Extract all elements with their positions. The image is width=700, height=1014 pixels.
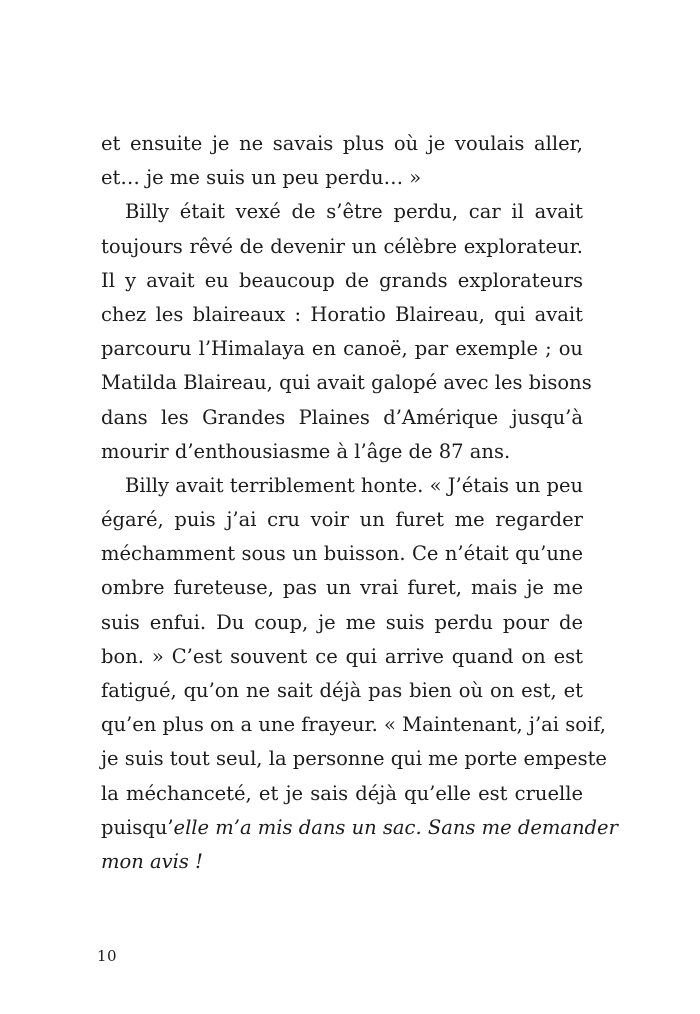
- text-line-roman: suis enfui. Du coup, je me suis perdu pour de: [101, 610, 583, 634]
- text-line-italic: elle m’a mis dans un sac. Sans me demander: [173, 815, 618, 839]
- text-line: [101, 606, 583, 640]
- text-line-roman: je suis tout seul, la personne qui me porte empeste: [101, 747, 607, 771]
- text-line: [101, 708, 606, 742]
- text-line-roman: parcouru l’Himalaya en canoë, par exemple ; ou: [101, 337, 583, 361]
- text-line: [101, 742, 607, 776]
- text-line-roman: égaré, puis j’ai cru voir un furet me regarder: [101, 508, 583, 532]
- text-line-roman: ombre fureteuse, pas un vrai furet, mais je me: [101, 576, 583, 600]
- text-line-roman: fatigué, qu’on ne sait déjà pas bien où on est, et: [101, 679, 583, 702]
- text-line: [101, 503, 583, 537]
- text-line-roman: Il y avait eu beaucoup de grands explorateurs: [101, 268, 583, 292]
- text-line-roman: et… je me suis un peu perdu… »: [101, 166, 422, 190]
- paragraph: [101, 195, 592, 469]
- text-line-roman: mourir d’enthousiasme à l’âge de 87 ans.: [101, 439, 511, 463]
- text-line: [101, 230, 583, 264]
- text-line-italic: mon avis !: [101, 849, 203, 873]
- text-line: [101, 161, 583, 195]
- text-line: [101, 674, 583, 708]
- text-line-roman: Matilda Blaireau, qui avait galopé avec les bisons: [101, 371, 592, 395]
- text-line-roman: puisqu’: [101, 815, 174, 839]
- paragraph: [101, 127, 583, 195]
- text-line-roman: la méchanceté, et je sais déjà qu’elle est cruelle: [101, 781, 583, 805]
- text-line: [101, 811, 618, 845]
- text-line: [101, 195, 583, 229]
- text-line-roman: Billy était vexé de s’être perdu, car il avait: [125, 200, 583, 224]
- text-line: [101, 127, 583, 161]
- text-line: [101, 537, 583, 571]
- text-line-roman: dans les Grandes Plaines d’Amérique jusqu’à: [101, 405, 583, 429]
- page-body: [101, 127, 618, 879]
- paragraph: [101, 469, 618, 879]
- text-line-roman: qu’en plus on a une frayeur. « Maintenant, j’ai soif,: [101, 713, 606, 737]
- text-line: [101, 777, 583, 811]
- text-line-roman: et ensuite je ne savais plus où je voulais aller,: [101, 132, 583, 155]
- text-line: [101, 366, 592, 400]
- text-line: [101, 571, 583, 605]
- text-line: [101, 298, 583, 332]
- text-line-roman: chez les blaireaux : Horatio Blaireau, qui avait: [101, 302, 583, 326]
- text-line: [101, 435, 583, 469]
- page-number: 10: [97, 947, 118, 965]
- text-line: [101, 469, 583, 503]
- text-line-roman: bon. » C’est souvent ce qui arrive quand on est: [101, 644, 583, 668]
- text-line-roman: méchamment sous un buisson. Ce n’était qu’une: [101, 542, 583, 566]
- text-line-roman: Billy avait terriblement honte. « J’étais un peu: [125, 473, 584, 497]
- text-line-roman: toujours rêvé de devenir un célèbre explorateur.: [101, 234, 583, 258]
- text-line: [101, 332, 583, 366]
- text-line: [101, 401, 583, 435]
- text-line: [101, 845, 583, 879]
- text-line: [101, 640, 583, 674]
- text-line: [101, 264, 583, 298]
